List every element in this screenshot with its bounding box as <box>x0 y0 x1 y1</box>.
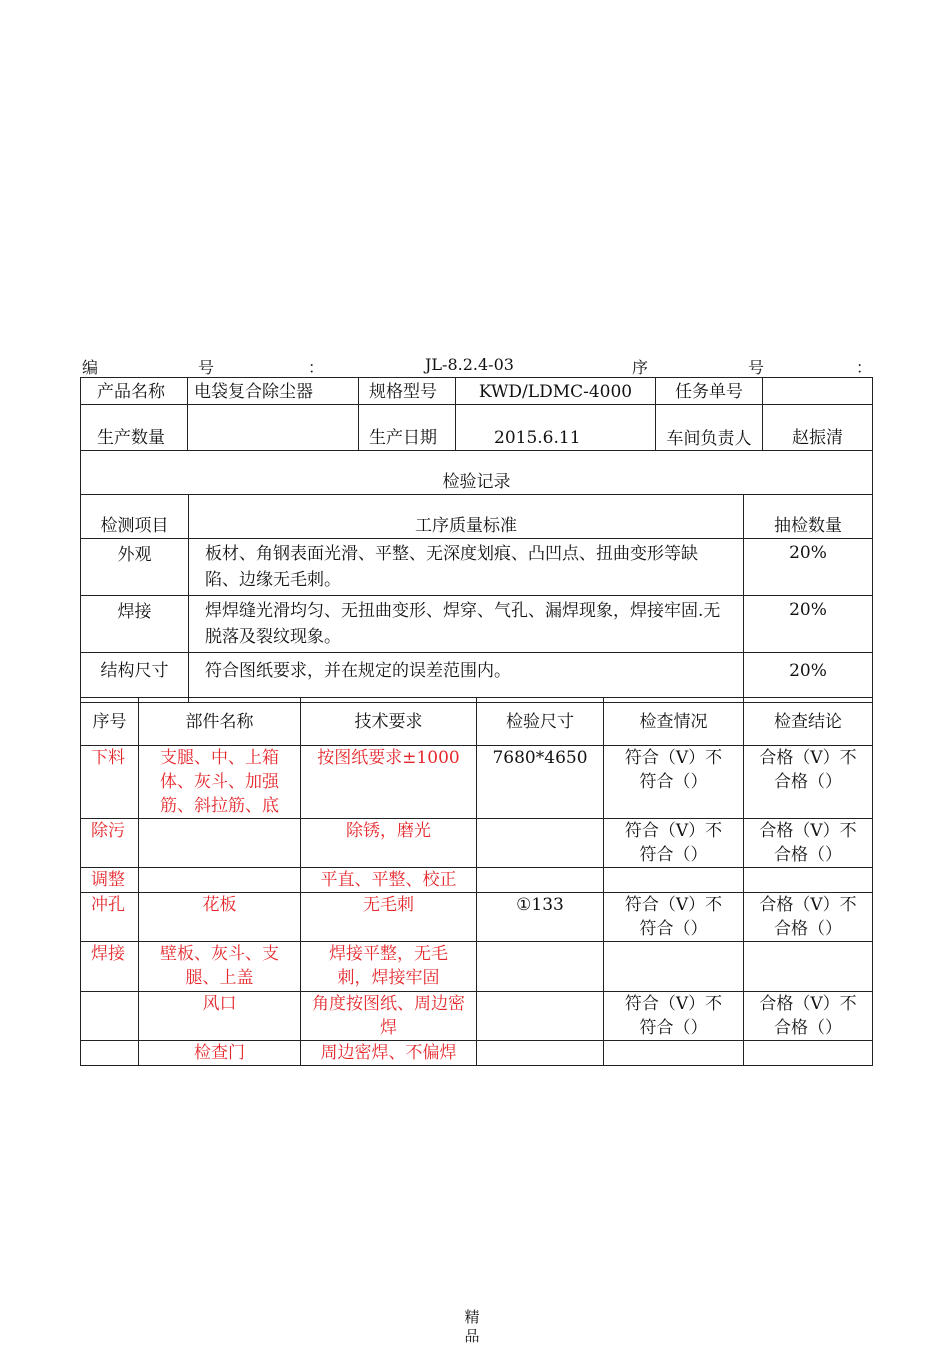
insp-check <box>604 942 744 992</box>
insp-part: 支腿、中、上箱体、灰斗、加强筋、斜拉筋、底 <box>139 746 301 819</box>
insp-seq: 调整 <box>81 868 139 893</box>
insp-result: 合格（V）不合格（） <box>744 819 873 868</box>
insp-result <box>744 1041 873 1066</box>
std-text: 符合图纸要求，并在规定的误差范围内。 <box>189 653 744 703</box>
insp-result <box>744 942 873 992</box>
insp-header-req: 技术要求 <box>301 698 477 746</box>
insp-check: 符合（V）不符合（） <box>604 819 744 868</box>
table-row <box>81 942 873 992</box>
insp-header-result: 检查结论 <box>744 698 873 746</box>
insp-part: 壁板、灰斗、支腿、上盖 <box>139 942 301 992</box>
insp-size <box>477 942 604 992</box>
standard-row <box>81 596 873 653</box>
inspection-table <box>80 697 873 1066</box>
workshop-manager-value: 赵振清 <box>763 405 873 451</box>
insp-size <box>477 819 604 868</box>
std-item: 焊接 <box>81 596 189 653</box>
insp-header-seq: 序号 <box>81 698 139 746</box>
workshop-manager-label: 车间负责人 <box>656 405 763 451</box>
std-header-qty: 抽检数量 <box>744 495 873 539</box>
insp-seq: 除污 <box>81 819 139 868</box>
insp-check: 符合（V）不符合（） <box>604 746 744 819</box>
std-header-item: 检测项目 <box>81 495 189 539</box>
table-row <box>81 893 873 942</box>
insp-seq: 焊接 <box>81 942 139 992</box>
insp-result <box>744 868 873 893</box>
std-qty: 20% <box>744 539 873 596</box>
insp-size <box>477 868 604 893</box>
production-date-value: 2015.6.11 <box>456 405 656 451</box>
insp-size <box>477 992 604 1041</box>
insp-req: 按图纸要求±1000 <box>301 746 477 819</box>
insp-part: 风口 <box>139 992 301 1041</box>
footer-char-1: 精 <box>464 1308 480 1326</box>
insp-seq: 冲孔 <box>81 893 139 942</box>
bianhao-label-2: 号 <box>198 358 215 377</box>
xuhao-label-1: 序 <box>632 358 649 377</box>
std-item: 外观 <box>81 539 189 596</box>
std-qty: 20% <box>744 653 873 703</box>
insp-result: 合格（V）不合格（） <box>744 893 873 942</box>
insp-result: 合格（V）不合格（） <box>744 992 873 1041</box>
insp-req: 平直、平整、校正 <box>301 868 477 893</box>
std-header-standard: 工序质量标准 <box>189 495 744 539</box>
insp-seq: 下料 <box>81 746 139 819</box>
std-qty: 20% <box>744 596 873 653</box>
document-code: JL-8.2.4-03 <box>425 355 514 374</box>
quantity-value <box>188 405 359 451</box>
product-name-label: 产品名称 <box>81 378 188 405</box>
header-colon-1: ： <box>308 358 325 377</box>
insp-seq <box>81 1041 139 1066</box>
insp-check <box>604 868 744 893</box>
table-row <box>81 992 873 1041</box>
std-text: 焊焊缝光滑均匀、无扭曲变形、焊穿、气孔、漏焊现象，焊接牢固.无脱落及裂纹现象。 <box>189 596 744 653</box>
task-number-label: 任务单号 <box>656 378 763 405</box>
document-header <box>80 355 872 377</box>
insp-part <box>139 868 301 893</box>
insp-header-check: 检查情况 <box>604 698 744 746</box>
table-row <box>81 1041 873 1066</box>
insp-part: 检查门 <box>139 1041 301 1066</box>
insp-size <box>477 1041 604 1066</box>
product-name-value: 电袋复合除尘器 <box>188 378 359 405</box>
insp-req: 除锈，磨光 <box>301 819 477 868</box>
standard-row <box>81 653 873 703</box>
insp-req: 无毛刺 <box>301 893 477 942</box>
insp-seq <box>81 992 139 1041</box>
standard-row <box>81 539 873 596</box>
product-info-table <box>80 377 873 495</box>
insp-size: 7680*4650 <box>477 746 604 819</box>
footer-char-2: 品 <box>464 1327 480 1345</box>
insp-result: 合格（V）不合格（） <box>744 746 873 819</box>
page-footer <box>462 1308 482 1346</box>
quantity-label: 生产数量 <box>81 405 188 451</box>
model-value: KWD/LDMC-4000 <box>456 378 656 405</box>
table-row <box>81 868 873 893</box>
std-text: 板材、角钢表面光滑、平整、无深度划痕、凸凹点、扭曲变形等缺陷、边缘无毛刺。 <box>189 539 744 596</box>
insp-req: 焊接平整，无毛刺，焊接牢固 <box>301 942 477 992</box>
xuhao-label-2: 号 <box>748 358 765 377</box>
task-number-value <box>763 378 873 405</box>
insp-part <box>139 819 301 868</box>
insp-size: ①133 <box>477 893 604 942</box>
insp-header-size: 检验尺寸 <box>477 698 604 746</box>
insp-check <box>604 1041 744 1066</box>
production-date-label: 生产日期 <box>359 405 456 451</box>
model-label: 规格型号 <box>359 378 456 405</box>
record-title: 检验记录 <box>81 451 873 495</box>
header-colon-2: ： <box>856 358 873 377</box>
table-row <box>81 819 873 868</box>
std-item: 结构尺寸 <box>81 653 189 703</box>
insp-part: 花板 <box>139 893 301 942</box>
insp-req: 角度按图纸、周边密焊 <box>301 992 477 1041</box>
insp-check: 符合（V）不符合（） <box>604 992 744 1041</box>
insp-header-part: 部件名称 <box>139 698 301 746</box>
insp-check: 符合（V）不符合（） <box>604 893 744 942</box>
insp-req: 周边密焊、不偏焊 <box>301 1041 477 1066</box>
table-row <box>81 746 873 819</box>
bianhao-label-1: 编 <box>82 358 99 377</box>
standards-table <box>80 494 873 703</box>
